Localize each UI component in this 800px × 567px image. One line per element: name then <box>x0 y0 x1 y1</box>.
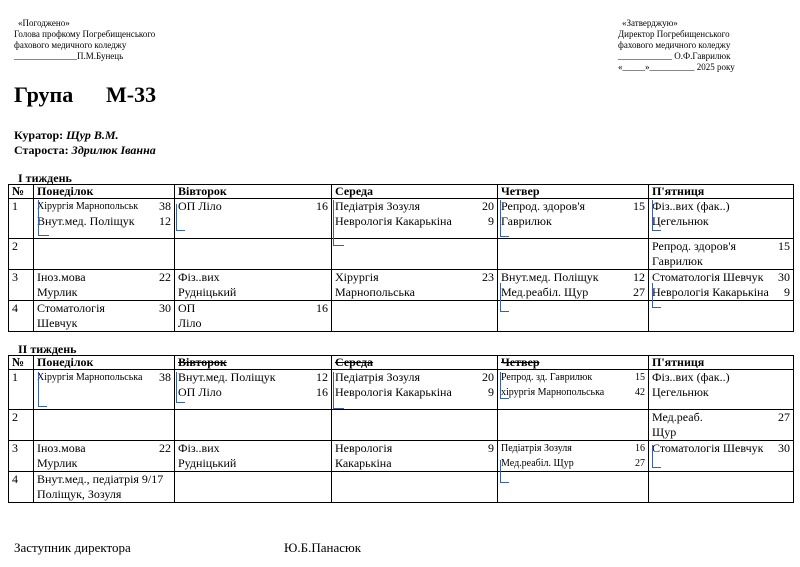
table-row <box>9 441 794 472</box>
subject-text: Марнопольська <box>335 285 415 299</box>
approval-left-line: «Погоджено» <box>18 18 70 28</box>
lesson-cell-monday <box>34 410 175 441</box>
lesson-line <box>501 385 645 400</box>
lesson-cell-monday <box>34 472 175 503</box>
subject-text: Мед.реаб. <box>652 410 703 424</box>
subject-text: хірургія Марнопольська <box>501 387 605 398</box>
subject-text: Цегельнюк <box>652 214 709 228</box>
hours-value: 16 <box>316 199 328 213</box>
hours-value: 12 <box>633 270 645 284</box>
lesson-number: 4 <box>9 301 34 332</box>
subject-text: Мед.реабіл. Щур <box>501 458 574 469</box>
week1-label: І тиждень <box>18 171 72 185</box>
lesson-line <box>178 441 328 456</box>
lesson-line <box>37 285 171 300</box>
subject-text: Внут.мед. Поліщук <box>178 370 276 384</box>
subject-text: Мед.реабіл. Щур <box>501 285 589 299</box>
lesson-cell-thursday <box>498 199 649 239</box>
hours-value: 42 <box>635 387 645 398</box>
subject-text: Фіз..вих (фак..) <box>652 370 730 384</box>
approval-right-block <box>618 18 735 73</box>
handwritten-mark <box>176 204 185 231</box>
handwritten-mark <box>652 445 661 468</box>
subject-text: Фіз..вих (фак..) <box>652 199 730 213</box>
lesson-cell-friday <box>649 199 794 239</box>
lesson-cell-tuesday <box>175 472 332 503</box>
lesson-cell-thursday <box>498 441 649 472</box>
subject-text: Рудніцький <box>178 456 237 470</box>
approval-left-line: Голова профкому Погребищенського <box>14 29 156 39</box>
lesson-line <box>37 370 171 385</box>
lesson-line <box>501 199 645 214</box>
lesson-line <box>37 472 171 487</box>
column-header-monday: Понеділок <box>34 185 175 199</box>
handwritten-mark <box>38 200 49 236</box>
subject-text: Ліло <box>178 316 202 330</box>
lesson-line <box>501 441 645 456</box>
table-row <box>9 199 794 239</box>
lesson-cell-wednesday <box>332 239 498 270</box>
approval-left-line: фахового медичного коледжу <box>14 40 127 50</box>
lesson-line <box>178 199 328 214</box>
subject-text: Щур <box>652 425 677 439</box>
lesson-cell-wednesday <box>332 301 498 332</box>
handwritten-mark <box>652 283 661 308</box>
hours-value: 27 <box>778 410 790 424</box>
table-row <box>9 270 794 301</box>
lesson-cell-tuesday <box>175 410 332 441</box>
hours-value: 16 <box>635 443 645 454</box>
lesson-line <box>501 270 645 285</box>
hours-value: 16 <box>316 385 328 399</box>
lesson-cell-thursday <box>498 410 649 441</box>
approval-right-line: ____________ О.Ф.Гаврилюк <box>618 51 731 61</box>
column-header-wednesday: Середа <box>332 185 498 199</box>
lesson-cell-friday <box>649 301 794 332</box>
approval-right-line: фахового медичного коледжу <box>618 40 731 50</box>
footer-position: Заступник директора <box>14 540 131 555</box>
handwritten-mark <box>176 372 185 403</box>
lesson-cell-tuesday <box>175 270 332 301</box>
hours-value: 20 <box>482 370 494 384</box>
lesson-line <box>178 385 328 400</box>
lesson-cell-thursday <box>498 239 649 270</box>
hours-value: 38 <box>159 199 171 213</box>
handwritten-mark <box>652 200 661 231</box>
subject-text: Мурлик <box>37 456 78 470</box>
lesson-cell-friday <box>649 270 794 301</box>
lesson-number: 2 <box>9 410 34 441</box>
column-header-thursday: Четвер <box>498 356 649 370</box>
hours-value: 9 <box>488 385 494 399</box>
column-header-friday: П'ятниця <box>649 356 794 370</box>
curator-name: Щур В.М. <box>66 128 119 142</box>
subject-text: Репрод. здоров'я <box>501 199 585 213</box>
subject-text: Неврологія Какарькіна <box>335 214 452 228</box>
lesson-cell-friday <box>649 441 794 472</box>
column-header-number: № <box>9 356 34 370</box>
subject-text: Внут.мед. Поліщук <box>501 270 599 284</box>
lesson-line <box>335 214 494 229</box>
hours-value: 15 <box>778 239 790 253</box>
approval-right-line: «Затверджую» <box>622 18 678 28</box>
lesson-cell-monday <box>34 199 175 239</box>
lesson-line <box>335 270 494 285</box>
lesson-cell-wednesday <box>332 370 498 410</box>
subject-text: Хірургія Марнопольськ <box>37 201 139 212</box>
lesson-cell-friday <box>649 472 794 503</box>
lesson-cell-wednesday <box>332 441 498 472</box>
lesson-line <box>37 270 171 285</box>
subject-text: Стоматологія Шевчук <box>652 270 764 284</box>
lesson-line <box>37 441 171 456</box>
column-header-wednesday: Середа <box>332 356 498 370</box>
lesson-cell-monday <box>34 301 175 332</box>
lesson-line <box>37 214 171 229</box>
lesson-line <box>335 441 494 456</box>
hours-value: 20 <box>482 199 494 213</box>
subject-text: Іноз.мова <box>37 441 86 455</box>
week2-label: ІІ тиждень <box>18 342 77 356</box>
lesson-cell-monday <box>34 370 175 410</box>
lesson-line <box>652 425 790 440</box>
handwritten-mark <box>333 200 344 246</box>
subject-text: Рудніцький <box>178 285 237 299</box>
lesson-cell-tuesday <box>175 239 332 270</box>
hours-value: 12 <box>159 214 171 228</box>
subject-text: Педіатрія Зозуля <box>335 370 421 384</box>
lesson-cell-tuesday <box>175 441 332 472</box>
lesson-number: 3 <box>9 270 34 301</box>
lesson-cell-tuesday <box>175 199 332 239</box>
hours-value: 23 <box>482 270 494 284</box>
lesson-line <box>178 270 328 285</box>
lesson-cell-tuesday <box>175 301 332 332</box>
page-title <box>14 82 157 108</box>
lesson-line <box>652 441 790 456</box>
lesson-line <box>501 370 645 385</box>
lesson-line <box>37 301 171 316</box>
hours-value: 9 <box>784 285 790 299</box>
hours-value: 9 <box>488 441 494 455</box>
lesson-line <box>652 370 790 385</box>
lesson-line <box>178 316 328 331</box>
subject-text: Репрод. зд. Гаврилюк <box>501 372 593 383</box>
lesson-cell-wednesday <box>332 410 498 441</box>
handwritten-mark <box>333 372 344 409</box>
subject-text: ОП <box>178 301 196 315</box>
handwritten-mark <box>500 372 509 399</box>
header-row <box>9 185 794 199</box>
hours-value: 27 <box>633 285 645 299</box>
subject-text: Фіз..вих <box>178 441 220 455</box>
subject-text: Хірургія <box>335 270 379 284</box>
hours-value: 27 <box>635 458 645 469</box>
lesson-line <box>335 285 494 300</box>
lesson-number: 1 <box>9 370 34 410</box>
lesson-line <box>652 385 790 400</box>
lesson-line <box>652 239 790 254</box>
lesson-cell-wednesday <box>332 472 498 503</box>
hours-value: 30 <box>778 441 790 455</box>
subject-text: Цегельнюк <box>652 385 709 399</box>
lesson-cell-friday <box>649 370 794 410</box>
subject-text: Хірургія Марнопольська <box>37 372 143 383</box>
lesson-cell-thursday <box>498 370 649 410</box>
subject-text: Неврологія Какарькіна <box>335 385 452 399</box>
lesson-cell-thursday <box>498 270 649 301</box>
lesson-line <box>37 456 171 471</box>
hours-value: 9 <box>488 214 494 228</box>
handwritten-mark <box>500 460 509 483</box>
subject-text: Гаврилюк <box>501 214 552 228</box>
footer-signatory: Ю.Б.Панасюк <box>284 540 362 555</box>
lesson-line <box>652 270 790 285</box>
lesson-cell-tuesday <box>175 370 332 410</box>
column-header-tuesday: Вівторок <box>175 185 332 199</box>
lesson-line <box>335 199 494 214</box>
lesson-line <box>501 285 645 300</box>
lesson-cell-wednesday <box>332 270 498 301</box>
subject-text: Внут.мед., педіатрія 9/17 <box>37 472 164 486</box>
subject-text: ОП Ліло <box>178 385 222 399</box>
hours-value: 22 <box>159 270 171 284</box>
table-row <box>9 472 794 503</box>
handwritten-mark <box>38 372 47 407</box>
table-row <box>9 239 794 270</box>
lesson-line <box>652 254 790 269</box>
lesson-line <box>652 199 790 214</box>
subject-text: Іноз.мова <box>37 270 86 284</box>
lesson-line <box>335 385 494 400</box>
subject-text: Поліщук, Зозуля <box>37 487 122 501</box>
column-header-monday: Понеділок <box>34 356 175 370</box>
subject-text: Стоматологія <box>37 301 105 315</box>
lesson-line <box>37 316 171 331</box>
table-row <box>9 370 794 410</box>
table-row <box>9 410 794 441</box>
column-header-tuesday: Вівторок <box>175 356 332 370</box>
lesson-number: 2 <box>9 239 34 270</box>
subject-text: Педіатрія Зозуля <box>335 199 421 213</box>
column-header-thursday: Четвер <box>498 185 649 199</box>
lesson-cell-monday <box>34 239 175 270</box>
handwritten-mark <box>500 283 509 312</box>
lesson-line <box>652 410 790 425</box>
lesson-number: 1 <box>9 199 34 239</box>
subject-text: Какарькіна <box>335 456 392 470</box>
hours-value: 15 <box>633 199 645 213</box>
lesson-cell-thursday <box>498 301 649 332</box>
starosta-label: Староста: <box>14 143 69 157</box>
subject-text: Неврологія <box>335 441 393 455</box>
lesson-line <box>652 285 790 300</box>
lesson-line <box>652 214 790 229</box>
hours-value: 30 <box>778 270 790 284</box>
lesson-cell-friday <box>649 410 794 441</box>
lesson-line <box>178 285 328 300</box>
lesson-line <box>501 456 645 471</box>
lesson-number: 4 <box>9 472 34 503</box>
lesson-cell-monday <box>34 441 175 472</box>
group-name: М-33 <box>106 82 157 107</box>
subject-text: Мурлик <box>37 285 78 299</box>
curator-label: Куратор: <box>14 128 64 142</box>
subject-text: Педіатрія Зозуля <box>501 443 572 454</box>
column-header-number: № <box>9 185 34 199</box>
subject-text: Фіз..вих <box>178 270 220 284</box>
subject-text: Стоматологія Шевчук <box>652 441 764 455</box>
hours-value: 22 <box>159 441 171 455</box>
hours-value: 16 <box>316 301 328 315</box>
lesson-line <box>178 370 328 385</box>
column-header-friday: П'ятниця <box>649 185 794 199</box>
subject-text: Шевчук <box>37 316 78 330</box>
hours-value: 12 <box>316 370 328 384</box>
week2-schedule-table <box>8 355 794 503</box>
hours-value: 30 <box>159 301 171 315</box>
lesson-cell-thursday <box>498 472 649 503</box>
lesson-line <box>37 199 171 214</box>
lesson-line <box>178 456 328 471</box>
starosta-name: Здрилюк Іванна <box>71 143 156 157</box>
subject-text: ОП Ліло <box>178 199 222 213</box>
subject-text: Гаврилюк <box>652 254 703 268</box>
lesson-line <box>37 487 171 502</box>
subject-text: Репрод. здоров'я <box>652 239 736 253</box>
lesson-number: 3 <box>9 441 34 472</box>
approval-left-line: ______________П.М.Бунець <box>14 51 124 61</box>
lesson-cell-friday <box>649 239 794 270</box>
lesson-cell-wednesday <box>332 199 498 239</box>
table-row <box>9 301 794 332</box>
header-row <box>9 356 794 370</box>
hours-value: 15 <box>635 372 645 383</box>
lesson-line <box>335 456 494 471</box>
lesson-line <box>501 214 645 229</box>
lesson-line <box>178 301 328 316</box>
curator-block <box>14 128 156 158</box>
lesson-line <box>335 370 494 385</box>
approval-right-line: «_____»__________ 2025 року <box>618 62 735 72</box>
lesson-cell-monday <box>34 270 175 301</box>
hours-value: 38 <box>159 370 171 384</box>
week1-schedule-table <box>8 184 794 332</box>
approval-left-block <box>14 18 155 62</box>
handwritten-mark <box>500 200 509 237</box>
group-label: Група <box>14 82 74 107</box>
subject-text: Внут.мед. Поліщук <box>37 214 135 228</box>
subject-text: Неврологія Какарькіна <box>652 285 769 299</box>
approval-right-line: Директор Погребищенського <box>618 29 730 39</box>
